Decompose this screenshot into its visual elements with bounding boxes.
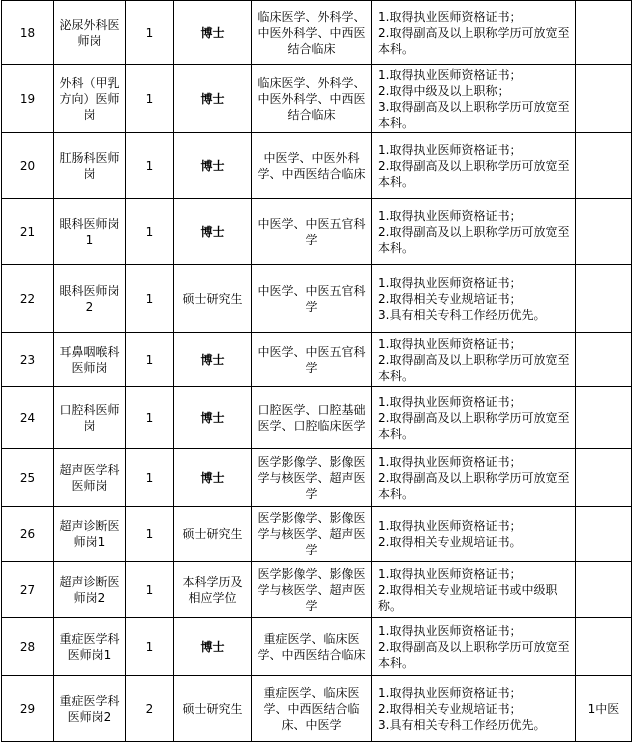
remark — [576, 265, 632, 333]
row-number: 18 — [2, 1, 54, 65]
headcount: 1 — [126, 1, 174, 65]
requirement-item: 1.取得执业医师资格证书； — [378, 566, 522, 581]
headcount: 1 — [126, 199, 174, 265]
requirement-item: 1.取得执业医师资格证书； — [378, 394, 522, 409]
headcount: 2 — [126, 676, 174, 742]
requirement-item: 1.取得执业医师资格证书； — [378, 67, 522, 82]
table-row — [2, 618, 632, 676]
requirement-item: 2.取得副高及以上职称学历可放宽至本科。 — [378, 224, 570, 255]
headcount: 1 — [126, 449, 174, 507]
table-row — [2, 265, 632, 333]
requirement-item: 1.取得执业医师资格证书； — [378, 623, 522, 638]
major-requirement: 中医学、中医五官科学 — [252, 199, 372, 265]
requirement-item: 1.取得执业医师资格证书； — [378, 519, 522, 533]
education-requirement: 硕士研究生 — [174, 676, 252, 742]
table-row — [2, 65, 632, 133]
row-number: 23 — [2, 333, 54, 387]
major-requirement: 中医学、中医五官科学 — [252, 333, 372, 387]
requirement-item: 1.取得执业医师资格证书； — [378, 454, 522, 469]
requirement-item: 2.取得相关专业规培证书； — [378, 291, 522, 306]
requirement-item: 2.取得相关专业规培证书。 — [378, 535, 522, 549]
education-requirement: 硕士研究生 — [174, 265, 252, 333]
position-name: 眼科医师岗2 — [54, 265, 126, 333]
position-name: 泌尿外科医师岗 — [54, 1, 126, 65]
remark — [576, 199, 632, 265]
other-requirements — [372, 387, 576, 449]
major-requirement: 重症医学、临床医学、中西医结合临床 — [252, 618, 372, 676]
headcount: 1 — [126, 507, 174, 562]
position-name: 重症医学科医师岗2 — [54, 676, 126, 742]
requirement-item: 2.取得相关专业规培证书或中级职称。 — [378, 582, 558, 613]
remark — [576, 333, 632, 387]
other-requirements — [372, 65, 576, 133]
headcount: 1 — [126, 618, 174, 676]
other-requirements — [372, 199, 576, 265]
remark — [576, 387, 632, 449]
requirement-item: 3.具有相关专科工作经历优先。 — [378, 717, 546, 732]
position-name: 重症医学科医师岗1 — [54, 618, 126, 676]
requirement-item: 1.取得执业医师资格证书； — [378, 142, 522, 157]
major-requirement: 口腔医学、口腔基础医学、口腔临床医学 — [252, 387, 372, 449]
education-requirement: 硕士研究生 — [174, 507, 252, 562]
row-number: 28 — [2, 618, 54, 676]
education-requirement: 本科学历及相应学位 — [174, 562, 252, 618]
education-requirement: 博士 — [174, 65, 252, 133]
remark — [576, 507, 632, 562]
requirement-item: 2.取得副高及以上职称学历可放宽至本科。 — [378, 158, 570, 189]
position-name: 超声医学科医师岗 — [54, 449, 126, 507]
requirement-item: 1.取得执业医师资格证书； — [378, 275, 522, 290]
position-name: 外科（甲乳方向）医师岗 — [54, 65, 126, 133]
major-requirement: 医学影像学、影像医学与核医学、超声医学 — [252, 507, 372, 562]
position-name: 口腔科医师岗 — [54, 387, 126, 449]
other-requirements — [372, 449, 576, 507]
other-requirements — [372, 507, 576, 562]
table-row — [2, 133, 632, 199]
headcount: 1 — [126, 265, 174, 333]
headcount: 1 — [126, 65, 174, 133]
education-requirement: 博士 — [174, 618, 252, 676]
table-row — [2, 333, 632, 387]
headcount: 1 — [126, 562, 174, 618]
requirement-item: 3.具有相关专科工作经历优先。 — [378, 307, 546, 322]
table-row — [2, 387, 632, 449]
remark — [576, 133, 632, 199]
headcount: 1 — [126, 333, 174, 387]
requirement-item: 1.取得执业医师资格证书； — [378, 685, 522, 700]
major-requirement: 临床医学、外科学、中医外科学、中西医结合临床 — [252, 1, 372, 65]
requirement-item: 2.取得副高及以上职称学历可放宽至本科。 — [378, 25, 570, 56]
requirement-item: 2.取得副高及以上职称学历可放宽至本科。 — [378, 410, 570, 441]
requirement-item: 2.取得相关专业规培证书； — [378, 701, 522, 716]
other-requirements — [372, 265, 576, 333]
row-number: 24 — [2, 387, 54, 449]
row-number: 25 — [2, 449, 54, 507]
position-name: 超声诊断医师岗1 — [54, 507, 126, 562]
major-requirement: 临床医学、外科学、中医外科学、中西医结合临床 — [252, 65, 372, 133]
requirement-item: 1.取得执业医师资格证书； — [378, 208, 522, 223]
table-row — [2, 449, 632, 507]
education-requirement: 博士 — [174, 199, 252, 265]
row-number: 27 — [2, 562, 54, 618]
requirement-item: 3.取得副高及以上职称学历可放宽至本科。 — [378, 99, 570, 130]
major-requirement: 医学影像学、影像医学与核医学、超声医学 — [252, 562, 372, 618]
row-number: 29 — [2, 676, 54, 742]
row-number: 19 — [2, 65, 54, 133]
table-row — [2, 507, 632, 562]
remark — [576, 562, 632, 618]
major-requirement: 中医学、中医外科学、中西医结合临床 — [252, 133, 372, 199]
position-name: 肛肠科医师岗 — [54, 133, 126, 199]
remark — [576, 1, 632, 65]
remark — [576, 449, 632, 507]
position-name: 眼科医师岗1 — [54, 199, 126, 265]
remark: 1中医 — [576, 676, 632, 742]
table-body — [2, 1, 632, 742]
table-row — [2, 199, 632, 265]
other-requirements — [372, 1, 576, 65]
requirement-item: 2.取得副高及以上职称学历可放宽至本科。 — [378, 352, 570, 383]
remark — [576, 618, 632, 676]
row-number: 21 — [2, 199, 54, 265]
education-requirement: 博士 — [174, 1, 252, 65]
requirement-item: 2.取得中级及以上职称； — [378, 83, 510, 98]
other-requirements — [372, 562, 576, 618]
row-number: 22 — [2, 265, 54, 333]
other-requirements — [372, 618, 576, 676]
headcount: 1 — [126, 133, 174, 199]
other-requirements — [372, 133, 576, 199]
requirement-item: 1.取得执业医师资格证书； — [378, 9, 522, 24]
education-requirement: 博士 — [174, 449, 252, 507]
remark — [576, 65, 632, 133]
row-number: 20 — [2, 133, 54, 199]
position-name: 耳鼻咽喉科医师岗 — [54, 333, 126, 387]
education-requirement: 博士 — [174, 387, 252, 449]
requirement-item: 1.取得执业医师资格证书； — [378, 336, 522, 351]
major-requirement: 中医学、中医五官科学 — [252, 265, 372, 333]
requirement-item: 2.取得副高及以上职称学历可放宽至本科。 — [378, 470, 570, 501]
other-requirements — [372, 676, 576, 742]
position-name: 超声诊断医师岗2 — [54, 562, 126, 618]
row-number: 26 — [2, 507, 54, 562]
table-row — [2, 676, 632, 742]
major-requirement: 医学影像学、影像医学与核医学、超声医学 — [252, 449, 372, 507]
recruitment-table — [1, 0, 632, 742]
education-requirement: 博士 — [174, 133, 252, 199]
requirement-item: 2.取得副高及以上职称学历可放宽至本科。 — [378, 639, 570, 670]
headcount: 1 — [126, 387, 174, 449]
other-requirements — [372, 333, 576, 387]
major-requirement: 重症医学、临床医学、中西医结合临床、中医学 — [252, 676, 372, 742]
table-row — [2, 1, 632, 65]
table-row — [2, 562, 632, 618]
education-requirement: 博士 — [174, 333, 252, 387]
